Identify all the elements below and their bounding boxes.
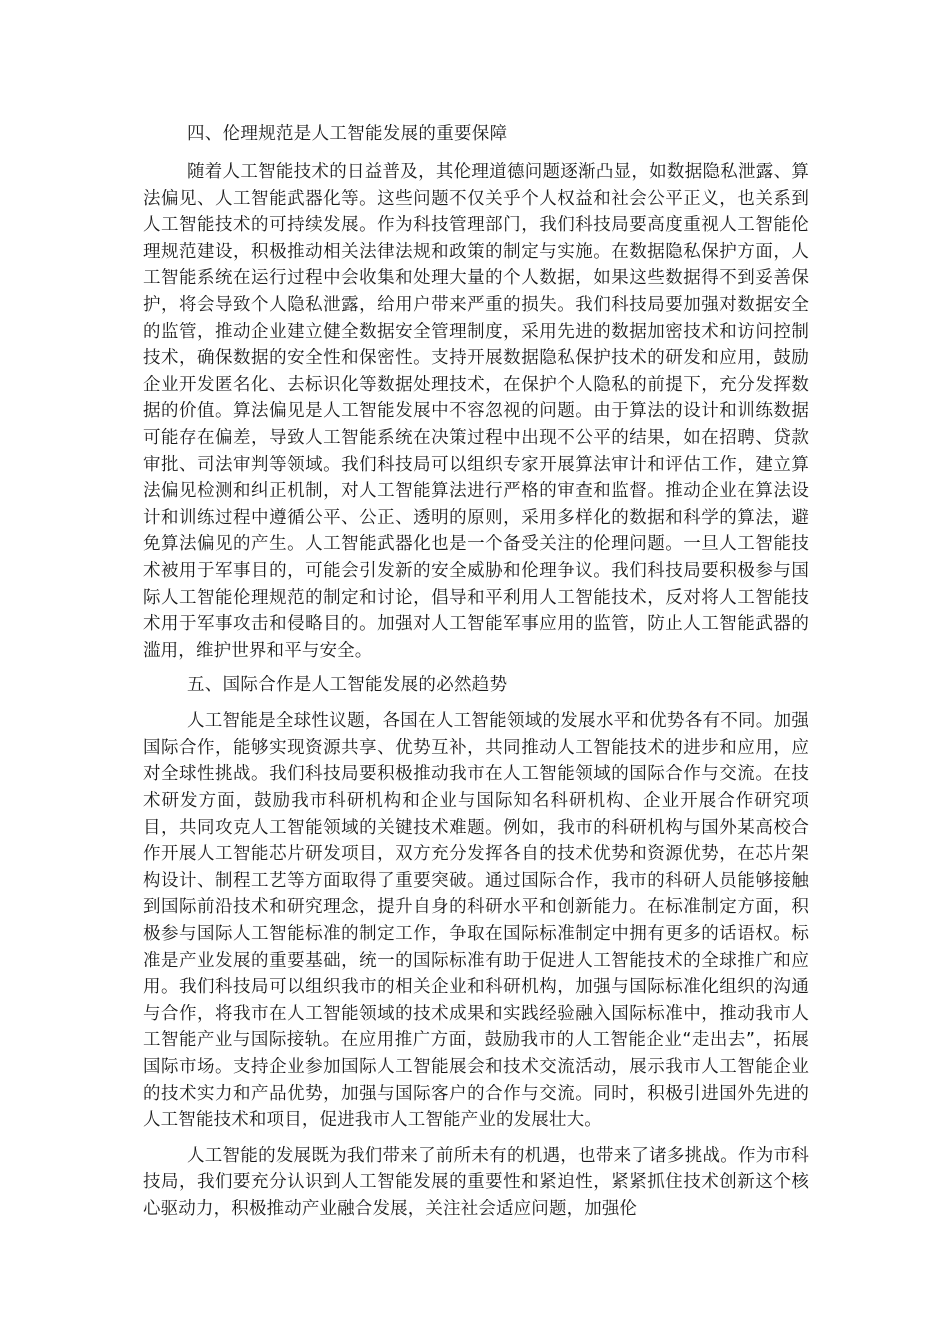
paragraph-conclusion: 人工智能的发展既为我们带来了前所未有的机遇，也带来了诸多挑战。作为市科技局，我们要充分认识到人工智能发展的重要性和紧迫性，紧紧抓住技术创新这个核心驱动力，积极推动产业融合发展，关注社会适应问题，加强伦 [143, 1145, 809, 1219]
paragraph-ethics: 随着人工智能技术的日益普及，其伦理道德问题逐渐凸显，如数据隐私泄露、算法偏见、人工智能武器化等。这些问题不仅关乎个人权益和社会公平正义，也关系到人工智能技术的可持续发展。作为科技管理部门，我们科技局要高度重视人工智能伦理规范建设，积极推动相关法律法规和政策的制定与实施。在数据隐私保护方面，人工智能系统在运行过程中会收集和处理大量的个人数据，如果这些数据得不到妥善保护，将会导致个人隐私泄露，给用户带来严重的损失。我们科技局要加强对数据安全的监管，推动企业建立健全数据安全管理制度，采用先进的数据加密技术和访问控制技术，确保数据的安全性和保密性。支持开展数据隐私保护技术的研发和应用，鼓励企业开发匿名化、去标识化等数据处理技术，在保护个人隐私的前提下，充分发挥数据的价值。算法偏见是人工智能发展中不容忽视的问题。由于算法的设计和训练数据可能存在偏差，导致人工智能系统在决策过程中出现不公平的结果，如在招聘、贷款审批、司法审判等领域。我们科技局可以组织专家开展算法审计和评估工作，建立算法偏见检测和纠正机制，对人工智能算法进行严格的审查和监督。推动企业在算法设计和训练过程中遵循公平、公正、透明的原则，采用多样化的数据和科学的算法，避免算法偏见的产生。人工智能武器化也是一个备受关注的伦理问题。一旦人工智能技术被用于军事目的，可能会引发新的安全威胁和伦理争议。我们科技局要积极参与国际人工智能伦理规范的制定和讨论，倡导和平利用人工智能技术，反对将人工智能技术用于军事攻击和侵略目的。加强对人工智能军事应用的监管，防止人工智能武器的滥用，维护世界和平与安全。 [143, 162, 809, 661]
document-page [143, 118, 809, 1223]
section-heading-ethics: 四、伦理规范是人工智能发展的重要保障 [187, 124, 508, 144]
paragraph-international-cooperation: 人工智能是全球性议题，各国在人工智能领域的发展水平和优势各有不同。加强国际合作，能够实现资源共享、优势互补，共同推动人工智能技术的进步和应用，应对全球性挑战。我们科技局要积极推动我市在人工智能领域的国际合作与交流。在技术研发方面，鼓励我市科研机构和企业与国际知名科研机构、企业开展合作研究项目，共同攻克人工智能领域的关键技术难题。例如，我市的科研机构与国外某高校合作开展人工智能芯片研发项目，双方充分发挥各自的技术优势和资源优势，在芯片架构设计、制程工艺等方面取得了重要突破。通过国际合作，我市的科研人员能够接触到国际前沿技术和研究理念，提升自身的科研水平和创新能力。在标准制定方面，积极参与国际人工智能标准的制定工作，争取在国际标准制定中拥有更多的话语权。标准是产业发展的重要基础，统一的国际标准有助于促进人工智能技术的全球推广和应用。我们科技局可以组织我市的相关企业和科研机构，加强与国际标准化组织的沟通与合作，将我市在人工智能领域的技术成果和实践经验融入国际标准中，推动我市人工智能产业与国际接轨。在应用推广方面，鼓励我市的人工智能企业“走出去”，拓展国际市场。支持企业参加国际人工智能展会和技术交流活动，展示我市人工智能企业的技术实力和产品优势，加强与国际客户的合作与交流。同时，积极引进国外先进的人工智能技术和项目，促进我市人工智能产业的发展壮大。 [143, 711, 809, 1131]
section-heading-international-cooperation: 五、国际合作是人工智能发展的必然趋势 [187, 675, 508, 696]
